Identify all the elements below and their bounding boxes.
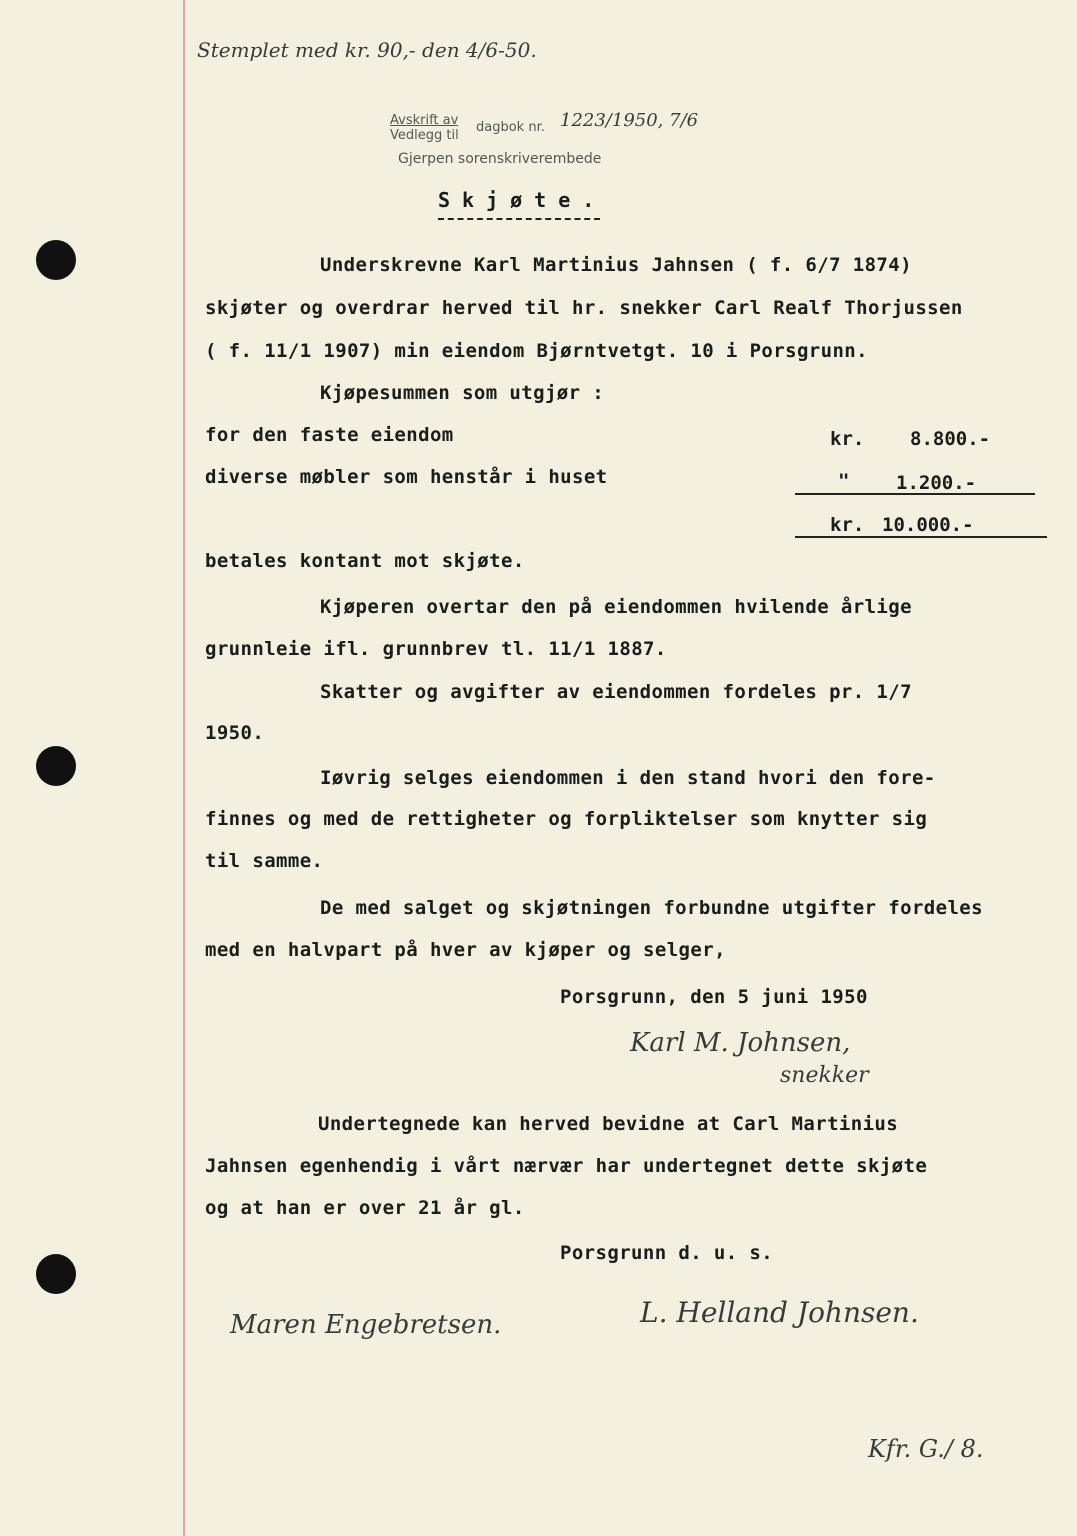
punch-hole — [36, 240, 76, 280]
text-line: Skatter og avgifter av eiendommen fordeles pr. 1/7 — [320, 681, 912, 703]
punch-hole — [36, 1254, 76, 1294]
initials: Kfr. G./ 8. — [868, 1435, 984, 1463]
text-line: skjøter og overdrar herved til hr. snekker Carl Realf Thorjussen — [205, 297, 963, 319]
item-amount: 8.800.- — [910, 428, 991, 450]
stamp-dagbok-value: 1223/1950, 7/6 — [560, 110, 699, 131]
text-line: med en halvpart på hver av kjøper og selger, — [205, 939, 726, 961]
text-line: Kjøperen overtar den på eiendommen hvilende årlige — [320, 596, 912, 618]
place-date: Porsgrunn, den 5 juni 1950 — [560, 986, 868, 1008]
stamp-dagbok-label: dagbok nr. — [476, 120, 545, 135]
title-underline — [438, 218, 600, 220]
handwritten-note-top: Stemplet med kr. 90,- den 4/6-50. — [197, 38, 537, 62]
total-currency: kr. — [830, 514, 865, 536]
item-label: for den faste eiendom — [205, 424, 454, 446]
item-currency: " — [838, 470, 850, 492]
text-line: finnes og med de rettigheter og forpliktelser som knytter sig — [205, 808, 928, 830]
text-line: Kjøpesummen som utgjør : — [320, 382, 605, 404]
seller-title: snekker — [780, 1063, 869, 1088]
item-currency: kr. — [830, 428, 865, 450]
text-line: grunnleie ifl. grunnbrev tl. 11/1 1887. — [205, 638, 667, 660]
witness2-signature: L. Helland Johnsen. — [640, 1296, 919, 1329]
text-line: Underskrevne Karl Martinius Jahnsen ( f. 6/7 1874) — [320, 254, 912, 276]
total-amount: 10.000.- — [882, 514, 974, 536]
stamp-office: Gjerpen sorenskriverembede — [398, 151, 602, 167]
seller-signature: Karl M. Johnsen, — [630, 1028, 851, 1058]
stamp-vedlegg-label: Vedlegg til — [390, 128, 459, 143]
text-line: til samme. — [205, 850, 324, 872]
text-line: Jahnsen egenhendig i vårt nærvær har undertegnet dette skjøte — [205, 1155, 928, 1177]
text-line: betales kontant mot skjøte. — [205, 550, 525, 572]
text-line: 1950. — [205, 722, 265, 744]
margin-line — [183, 0, 185, 1536]
witness1-signature: Maren Engebretsen. — [230, 1310, 502, 1340]
total-rule — [795, 536, 1047, 538]
text-line: ( f. 11/1 1907) min eiendom Bjørntvetgt. 10 i Porsgrunn. — [205, 340, 868, 362]
sum-rule — [795, 493, 1035, 495]
text-line: Iøvrig selges eiendommen i den stand hvori den fore- — [320, 767, 936, 789]
stamp-avskrift-label: Avskrift av — [390, 113, 459, 128]
text-line: De med salget og skjøtningen forbundne utgifter fordeles — [320, 897, 983, 919]
item-amount: 1.200.- — [896, 472, 977, 494]
place-dus: Porsgrunn d. u. s. — [560, 1242, 774, 1264]
text-line: Undertegnede kan herved bevidne at Carl Martinius — [318, 1113, 899, 1135]
item-label: diverse møbler som henstår i huset — [205, 466, 608, 488]
document-title: Skjøte. — [438, 188, 607, 212]
punch-hole — [36, 746, 76, 786]
text-line: og at han er over 21 år gl. — [205, 1197, 525, 1219]
